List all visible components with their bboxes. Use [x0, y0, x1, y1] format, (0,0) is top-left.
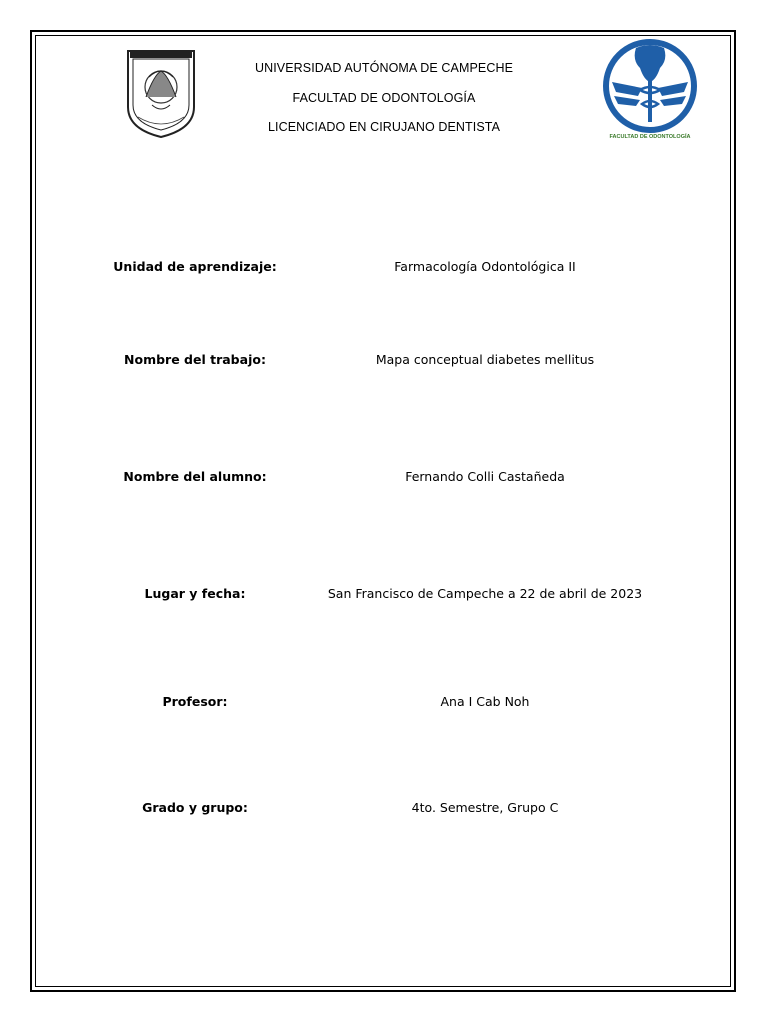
value-unidad: Farmacología Odontológica II: [394, 259, 576, 274]
label-unidad: Unidad de aprendizaje:: [113, 259, 277, 274]
value-lugar-fecha: San Francisco de Campeche a 22 de abril de 2023: [327, 586, 643, 601]
label-alumno: Nombre del alumno:: [123, 469, 267, 484]
label-grado-grupo: Grado y grupo:: [142, 800, 248, 815]
emblem-caption: FACULTAD DE ODONTOLOGÍA: [609, 134, 691, 140]
faculty-name: FACULTAD DE ODONTOLOGÍA: [292, 91, 476, 105]
label-trabajo: Nombre del trabajo:: [124, 352, 266, 367]
program-name: LICENCIADO EN CIRUJANO DENTISTA: [267, 120, 501, 134]
value-grado-grupo: 4to. Semestre, Grupo C: [411, 800, 559, 815]
value-trabajo: Mapa conceptual diabetes mellitus: [375, 352, 595, 367]
label-lugar-fecha: Lugar y fecha:: [144, 586, 246, 601]
page-border-inner: [35, 35, 731, 987]
university-name: UNIVERSIDAD AUTÓNOMA DE CAMPECHE: [254, 61, 514, 75]
label-profesor: Profesor:: [162, 694, 228, 709]
value-alumno: Fernando Colli Castañeda: [405, 469, 565, 484]
dental-faculty-emblem-icon: [602, 38, 698, 146]
value-profesor: Ana I Cab Noh: [440, 694, 530, 709]
